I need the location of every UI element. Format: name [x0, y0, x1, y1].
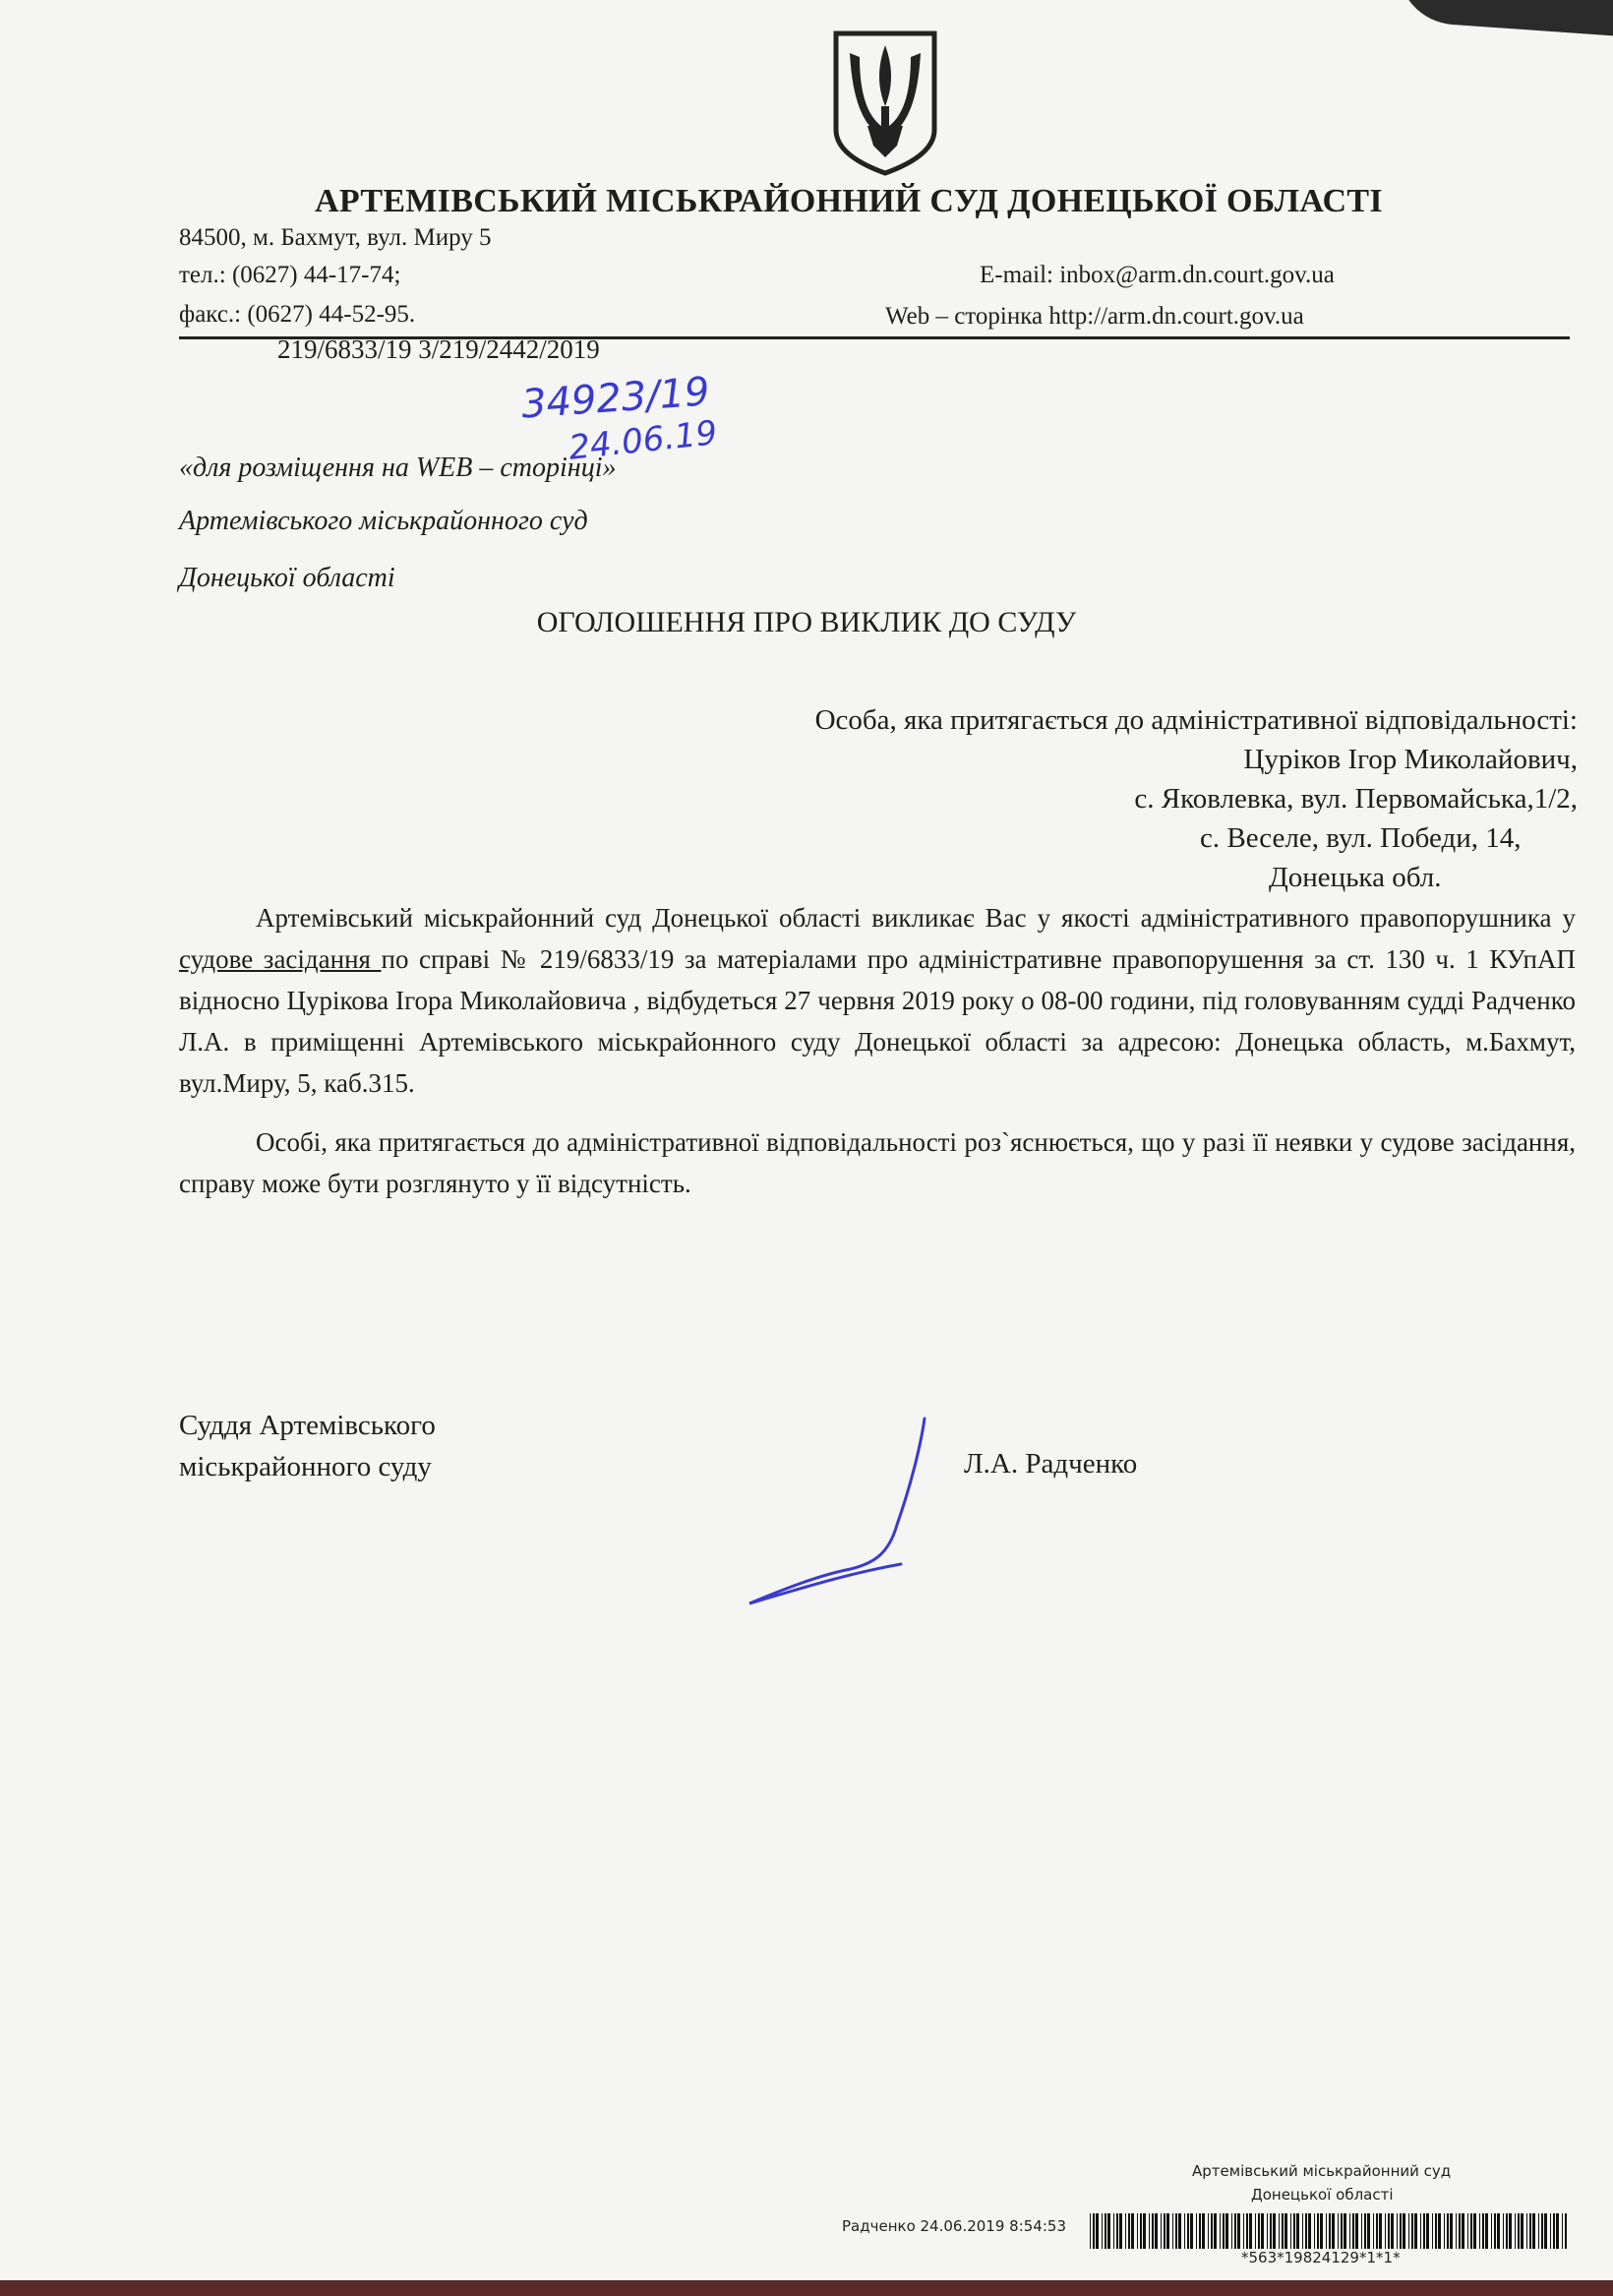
barcode-bar — [1184, 2213, 1185, 2249]
barcode-bar — [1364, 2213, 1366, 2249]
barcode-bar — [1553, 2213, 1555, 2249]
stamp-barcode — [1090, 2213, 1568, 2249]
court-name: АРТЕМІВСЬКИЙ МІСЬКРАЙОННИЙ СУД ДОНЕЦЬКОЇ ОБЛАСТІ — [315, 183, 1383, 219]
barcode-bar — [1400, 2213, 1402, 2249]
scan-corner-shadow — [1394, 0, 1613, 38]
barcode-bar — [1526, 2213, 1527, 2249]
barcode-bar — [1320, 2213, 1323, 2249]
court-phone: тел.: (0627) 44-17-74; — [179, 262, 401, 288]
barcode-bar — [1255, 2213, 1256, 2249]
barcode-bar — [1223, 2213, 1225, 2249]
barcode-bar — [1093, 2213, 1095, 2249]
barcode-bar — [1149, 2213, 1150, 2249]
barcode-bar — [1349, 2213, 1350, 2249]
barcode-bar — [1267, 2213, 1268, 2249]
barcode-bar — [1246, 2213, 1248, 2249]
barcode-bar — [1214, 2213, 1217, 2249]
barcode-bar — [1284, 2213, 1287, 2249]
barcode-bar — [1308, 2213, 1311, 2249]
recipient-line-3: Донецької області — [179, 563, 395, 593]
summons-paragraph — [179, 897, 1576, 1104]
barcode-bar — [1261, 2213, 1264, 2249]
handwritten-signature — [728, 1407, 964, 1623]
barcode-bar — [1344, 2213, 1346, 2249]
barcode-bar — [1128, 2213, 1130, 2249]
barcode-bar — [1258, 2213, 1260, 2249]
barcode-bar — [1143, 2213, 1146, 2249]
court-address: 84500, м. Бахмут, вул. Миру 5 — [179, 224, 492, 251]
barcode-bar — [1305, 2213, 1307, 2249]
barcode-bar — [1447, 2213, 1449, 2249]
barcode-bar — [1131, 2213, 1134, 2249]
barcode-bar — [1293, 2213, 1295, 2249]
barcode-bar — [1166, 2213, 1169, 2249]
barcode-bar — [1515, 2213, 1516, 2249]
barcode-bar — [1113, 2213, 1114, 2249]
barcode-bar — [1426, 2213, 1429, 2249]
barcode-bar — [1199, 2213, 1201, 2249]
barcode-bar — [1361, 2213, 1362, 2249]
barcode-bar — [1420, 2213, 1421, 2249]
barcode-bar — [1541, 2213, 1543, 2249]
barcode-bar — [1187, 2213, 1189, 2249]
barcode-bar — [1273, 2213, 1276, 2249]
barcode-bar — [1152, 2213, 1154, 2249]
barcode-bar — [1544, 2213, 1547, 2249]
party-address-1: с. Яковлевка, вул. Первомайська,1/2, — [1134, 783, 1578, 815]
summons-text-start: Артемівський міськрайонний суд Донецької області викликає Вас у якості адміністративного правопорушника у — [256, 903, 1576, 933]
barcode-bar — [1532, 2213, 1535, 2249]
barcode-bar — [1234, 2213, 1236, 2249]
barcode-bar — [1102, 2213, 1103, 2249]
barcode-bar — [1438, 2213, 1441, 2249]
barcode-bar — [1140, 2213, 1142, 2249]
barcode-bar — [1249, 2213, 1252, 2249]
barcode-bar — [1096, 2213, 1099, 2249]
party-region: Донецька обл. — [1269, 862, 1442, 893]
barcode-bar — [1385, 2213, 1386, 2249]
barcode-bar — [1506, 2213, 1508, 2249]
barcode-bar — [1497, 2213, 1500, 2249]
barcode-bar — [1550, 2213, 1551, 2249]
barcode-bar — [1470, 2213, 1472, 2249]
barcode-bar — [1270, 2213, 1272, 2249]
barcode-bar — [1494, 2213, 1496, 2249]
barcode-bar — [1565, 2213, 1567, 2249]
barcode-bar — [1178, 2213, 1181, 2249]
absence-notice-paragraph: Особі, яка притягається до адміністративної відповідальності роз`яснюється, що у разі її неявки у судове засідання, справу може бути розглянуто у її відсутність. — [179, 1127, 1576, 1198]
coat-of-arms-emblem — [828, 28, 942, 177]
barcode-bar — [1379, 2213, 1382, 2249]
barcode-bar — [1317, 2213, 1319, 2249]
barcode-bar — [1172, 2213, 1173, 2249]
barcode-bar — [1467, 2213, 1468, 2249]
judge-name: Л.А. Радченко — [964, 1448, 1138, 1480]
recipient-line-2: Артемівського міськрайонного суд — [179, 506, 588, 536]
barcode-bar — [1403, 2213, 1405, 2249]
recipient-line-1: «для розміщення на WEB – сторінці» — [179, 453, 617, 483]
barcode-bar — [1538, 2213, 1539, 2249]
summons-text-end: по справі № 219/6833/19 за матеріалами про адміністративне правопорушення за ст. 130 ч. 1 КУпАП відносно Цурікова Ігора Миколайовича , відбудеться 27 червня 2019 року о 08-00 години, під головуванням судді Радченко Л.А. в приміщенні Артемівського міськрайонного суду Донецької області за адресою: Донецька область, м.Бахмут, вул.Миру, 5, каб.315. — [179, 944, 1576, 1098]
barcode-bar — [1473, 2213, 1476, 2249]
handwritten-registration-date: 24.06.19 — [567, 413, 720, 468]
barcode-bar — [1231, 2213, 1232, 2249]
barcode-bar — [1562, 2213, 1563, 2249]
barcode-bar — [1196, 2213, 1197, 2249]
barcode-bar — [1435, 2213, 1437, 2249]
barcode-bar — [1391, 2213, 1394, 2249]
barcode-bar — [1341, 2213, 1343, 2249]
barcode-bar — [1105, 2213, 1106, 2249]
barcode-bar — [1175, 2213, 1177, 2249]
handwritten-registration-number: 34923/19 — [519, 369, 711, 428]
barcode-bar — [1137, 2213, 1138, 2249]
barcode-bar — [1411, 2213, 1413, 2249]
stamp-barcode-text: *563*19824129*1*1* — [1241, 2249, 1401, 2266]
judge-title-line-2: міськрайонного суду — [179, 1451, 432, 1482]
barcode-bar — [1456, 2213, 1457, 2249]
barcode-bar — [1491, 2213, 1492, 2249]
judge-title-line-1: Суддя Артемівського — [179, 1410, 436, 1441]
barcode-bar — [1290, 2213, 1291, 2249]
barcode-bar — [1397, 2213, 1398, 2249]
barcode-bar — [1125, 2213, 1126, 2249]
barcode-bar — [1119, 2213, 1122, 2249]
barcode-bar — [1408, 2213, 1409, 2249]
barcode-bar — [1376, 2213, 1378, 2249]
barcode-bar — [1529, 2213, 1531, 2249]
barcode-bar — [1107, 2213, 1110, 2249]
stamp-court-line-1: Артемівський міськрайонний суд — [1192, 2162, 1452, 2180]
summons-text-underlined: судове засідання — [179, 944, 382, 974]
party-role: Особа, яка притягається до адміністративної відповідальності: — [814, 704, 1578, 736]
barcode-bar — [1332, 2213, 1335, 2249]
barcode-bar — [1237, 2213, 1240, 2249]
barcode-bar — [1509, 2213, 1512, 2249]
barcode-bar — [1355, 2213, 1358, 2249]
barcode-bar — [1521, 2213, 1523, 2249]
barcode-bar — [1243, 2213, 1244, 2249]
stamp-registrar: Радченко 24.06.2019 8:54:53 — [842, 2217, 1066, 2235]
barcode-bar — [1518, 2213, 1520, 2249]
barcode-bar — [1208, 2213, 1209, 2249]
barcode-bar — [1479, 2213, 1480, 2249]
barcode-bar — [1338, 2213, 1339, 2249]
barcode-bar — [1211, 2213, 1213, 2249]
barcode-bar — [1225, 2213, 1228, 2249]
barcode-bar — [1352, 2213, 1354, 2249]
barcode-bar — [1459, 2213, 1461, 2249]
barcode-bar — [1116, 2213, 1118, 2249]
barcode-bar — [1302, 2213, 1303, 2249]
barcode-bar — [1090, 2213, 1091, 2249]
barcode-bar — [1282, 2213, 1284, 2249]
barcode-bar — [1462, 2213, 1464, 2249]
court-fax: факс.: (0627) 44-52-95. — [179, 301, 416, 328]
barcode-bar — [1444, 2213, 1445, 2249]
barcode-bar — [1388, 2213, 1390, 2249]
barcode-bar — [1423, 2213, 1425, 2249]
barcode-bar — [1164, 2213, 1165, 2249]
party-name: Цуріков Ігор Миколайович, — [1243, 744, 1578, 775]
barcode-bar — [1367, 2213, 1370, 2249]
barcode-bar — [1296, 2213, 1299, 2249]
party-address-2: с. Веселе, вул. Победи, 14, — [1200, 822, 1522, 854]
barcode-bar — [1485, 2213, 1488, 2249]
barcode-bar — [1326, 2213, 1327, 2249]
document-number: 219/6833/19 3/219/2442/2019 — [277, 334, 600, 364]
barcode-bar — [1314, 2213, 1315, 2249]
barcode-bar — [1450, 2213, 1453, 2249]
barcode-bar — [1220, 2213, 1221, 2249]
barcode-bar — [1503, 2213, 1504, 2249]
barcode-bar — [1190, 2213, 1193, 2249]
barcode-bar — [1414, 2213, 1417, 2249]
stamp-court-line-2: Донецької області — [1251, 2186, 1394, 2204]
barcode-bar — [1161, 2213, 1162, 2249]
barcode-bar — [1279, 2213, 1280, 2249]
barcode-bar — [1373, 2213, 1374, 2249]
barcode-bar — [1556, 2213, 1559, 2249]
barcode-bar — [1482, 2213, 1484, 2249]
court-email: E-mail: inbox@arm.dn.court.gov.ua — [980, 262, 1335, 288]
barcode-bar — [1329, 2213, 1331, 2249]
barcode-bar — [1432, 2213, 1433, 2249]
court-website: Web – сторінка http://arm.dn.court.gov.ua — [885, 303, 1304, 330]
barcode-bar — [1202, 2213, 1205, 2249]
announcement-title: ОГОЛОШЕННЯ ПРО ВИКЛИК ДО СУДУ — [536, 606, 1077, 638]
barcode-bar — [1155, 2213, 1158, 2249]
